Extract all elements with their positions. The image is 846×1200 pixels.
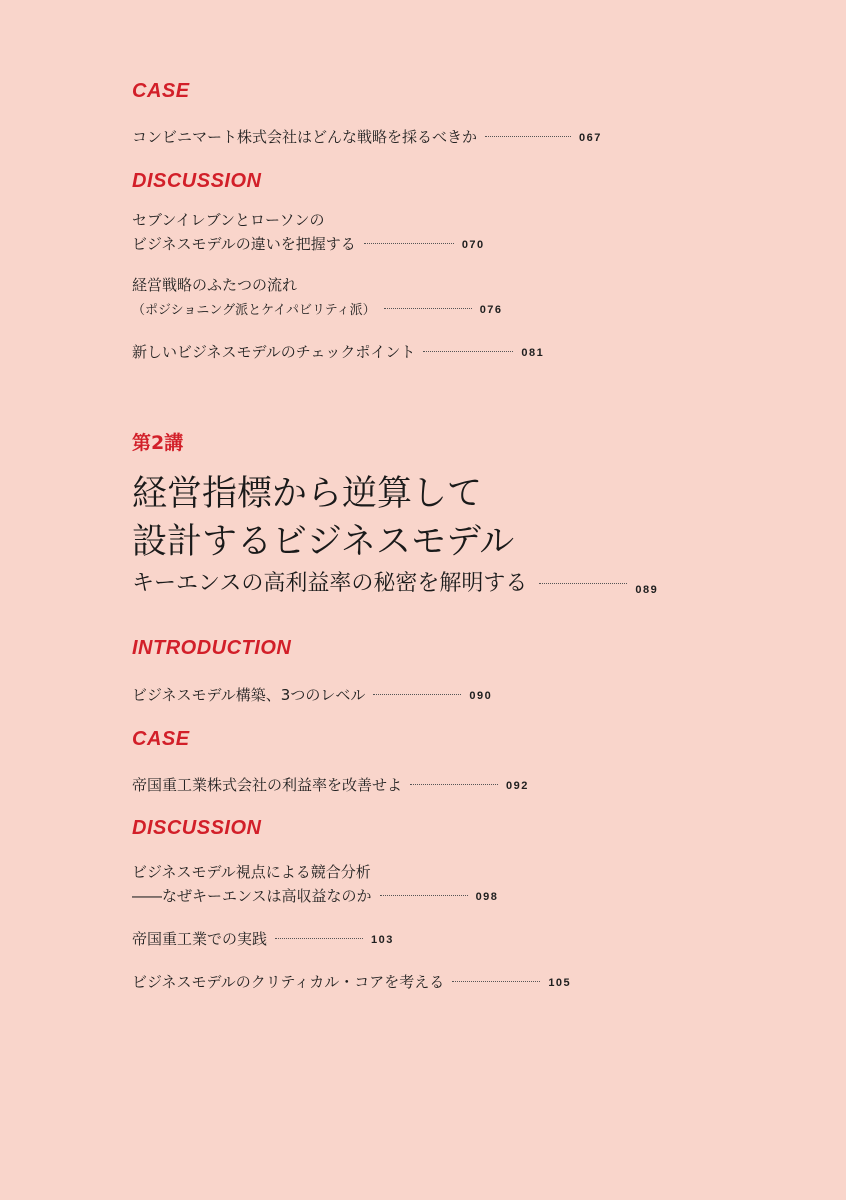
page-number: 089 (635, 584, 659, 596)
toc-entry-title: 新しいビジネスモデルのチェックポイント (132, 343, 416, 361)
dot-leader (275, 938, 363, 939)
toc-entry[interactable] (132, 208, 485, 257)
toc-entry[interactable] (132, 683, 492, 708)
toc-entry-title: コンビニマート株式会社はどんな戦略を採るべきか (132, 128, 478, 146)
toc-entry[interactable] (132, 125, 602, 150)
section-label-case: CASE (132, 80, 190, 102)
page-number: 105 (548, 976, 572, 989)
page-number: 098 (475, 890, 499, 903)
toc-entry[interactable] (132, 773, 529, 798)
lecture-subtitle: キーエンスの高利益率の秘密を解明する (132, 571, 528, 596)
page-number: 081 (521, 346, 545, 359)
section-label-introduction: INTRODUCTION (132, 637, 292, 659)
page-number: 070 (461, 238, 485, 251)
toc-entry[interactable] (132, 970, 571, 995)
toc-entry-title: 帝国重工業での実践 (132, 930, 268, 948)
toc-entry-title-line1: セブンイレブンとローソンの (132, 211, 325, 229)
toc-entry-title: 帝国重工業株式会社の利益率を改善せよ (132, 776, 403, 794)
toc-entry-title-line2: ――なぜキーエンスは高収益なのか (132, 887, 372, 905)
dot-leader (410, 784, 498, 785)
toc-entry-subtitle: （ポジショニング派とケイパビリティ派） (132, 303, 376, 318)
dot-leader (485, 136, 571, 137)
toc-entry-title-line1: ビジネスモデル視点による競合分析 (132, 863, 371, 881)
page-number: 076 (479, 303, 503, 316)
section-label-discussion: DISCUSSION (132, 170, 262, 192)
toc-entry[interactable] (132, 927, 394, 952)
toc-entry-title: ビジネスモデル構築、3つのレベル (132, 686, 366, 704)
toc-entry[interactable] (132, 273, 503, 323)
toc-entry-title-line1: 経営戦略のふたつの流れ (132, 276, 298, 294)
dot-leader (380, 895, 468, 896)
dot-leader (373, 694, 461, 695)
dot-leader (452, 981, 540, 982)
toc-entry-title: ビジネスモデルのクリティカル・コアを考える (132, 973, 445, 991)
lecture-title-line2: 設計するビジネスモデル (132, 522, 515, 562)
page-number: 090 (469, 689, 493, 702)
dot-leader (423, 351, 513, 352)
lecture-subtitle-row[interactable] (132, 568, 658, 600)
dot-leader (539, 583, 627, 584)
page-number: 103 (371, 933, 394, 946)
section-label-case: CASE (132, 728, 190, 750)
section-label-discussion: DISCUSSION (132, 817, 262, 839)
toc-entry[interactable] (132, 340, 544, 365)
dot-leader (384, 308, 472, 309)
toc-entry-title-line2: ビジネスモデルの違いを把握する (132, 235, 356, 253)
lecture-label: 第2講 (132, 432, 184, 454)
page-number: 092 (506, 779, 529, 792)
lecture-title-line1: 経営指標から逆算して (132, 474, 483, 514)
page-number: 067 (579, 131, 602, 144)
toc-entry[interactable] (132, 860, 498, 909)
dot-leader (364, 243, 454, 244)
lecture-title (132, 470, 514, 566)
